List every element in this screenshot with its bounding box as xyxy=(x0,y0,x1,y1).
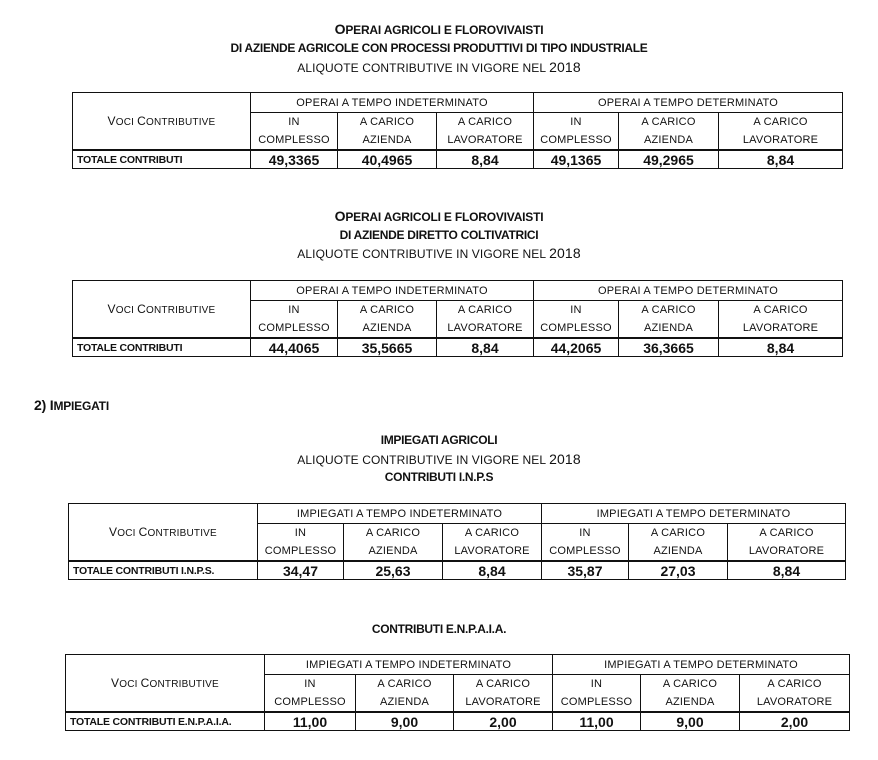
column-header: A CARICO xyxy=(641,675,740,694)
value-cell: 49,1365 xyxy=(534,150,619,169)
table-inps xyxy=(68,503,846,580)
impiegati-title: IMPIEGATI AGRICOLI xyxy=(380,433,498,447)
table-b-title: OPERAI AGRICOLI E FLOROVIVAISTI xyxy=(334,208,544,224)
row-label: TOTALE CONTRIBUTI E.N.P.A.I.A. xyxy=(66,712,265,731)
column-header: COMPLESSO xyxy=(265,693,356,712)
value-cell: 8,84 xyxy=(728,561,846,580)
column-header: LAVORATORE xyxy=(740,693,850,712)
value-cell: 11,00 xyxy=(553,712,641,731)
group-header-determinato: IMPIEGATI A TEMPO DETERMINATO xyxy=(542,504,846,524)
table-a-title: OPERAI AGRICOLI E FLOROVIVAISTI xyxy=(334,21,544,37)
column-header: LAVORATORE xyxy=(728,542,846,561)
column-header: LAVORATORE xyxy=(443,542,542,561)
group-header-indeterminato: IMPIEGATI A TEMPO INDETERMINATO xyxy=(265,655,553,675)
column-header: COMPLESSO xyxy=(251,131,338,150)
value-cell: 40,4965 xyxy=(338,150,437,169)
column-header: A CARICO xyxy=(437,301,534,320)
column-header: IN xyxy=(542,524,629,543)
inps-title: CONTRIBUTI I.N.P.S xyxy=(384,470,494,484)
column-header: A CARICO xyxy=(740,675,850,694)
column-header: COMPLESSO xyxy=(258,542,344,561)
enpaia-title: CONTRIBUTI E.N.P.A.I.A. xyxy=(371,622,507,636)
group-header-indeterminato: IMPIEGATI A TEMPO INDETERMINATO xyxy=(258,504,542,524)
column-header: COMPLESSO xyxy=(534,319,619,338)
value-cell: 35,5665 xyxy=(338,338,437,357)
column-header: AZIENDA xyxy=(641,693,740,712)
voci-contributive-header: VOCI CONTRIBUTIVE xyxy=(73,93,251,151)
table-enpaia xyxy=(65,654,850,731)
column-header: A CARICO xyxy=(356,675,454,694)
column-header: COMPLESSO xyxy=(553,693,641,712)
column-header: A CARICO xyxy=(454,675,553,694)
column-header: LAVORATORE xyxy=(437,319,534,338)
value-cell: 25,63 xyxy=(344,561,443,580)
column-header: A CARICO xyxy=(344,524,443,543)
column-header: LAVORATORE xyxy=(454,693,553,712)
column-header: COMPLESSO xyxy=(542,542,629,561)
column-header: IN xyxy=(265,675,356,694)
value-cell: 35,87 xyxy=(542,561,629,580)
impiegati-rates-text: ALIQUOTE CONTRIBUTIVE IN VIGORE NEL 2018 xyxy=(297,451,581,467)
table-row xyxy=(73,150,843,169)
voci-contributive-header: VOCI CONTRIBUTIVE xyxy=(69,504,258,562)
voci-contributive-header: VOCI CONTRIBUTIVE xyxy=(66,655,265,713)
column-header: IN xyxy=(534,113,619,132)
table-row xyxy=(69,561,846,580)
group-header-indeterminato: OPERAI A TEMPO INDETERMINATO xyxy=(251,281,534,301)
column-header: A CARICO xyxy=(629,524,728,543)
column-header: IN xyxy=(251,301,338,320)
table-b xyxy=(72,280,843,357)
column-header: A CARICO xyxy=(443,524,542,543)
column-header: A CARICO xyxy=(719,113,843,132)
value-cell: 36,3665 xyxy=(619,338,719,357)
column-header: AZIENDA xyxy=(619,319,719,338)
column-header: IN xyxy=(258,524,344,543)
section-heading-impiegati: 2) IMPIEGATI xyxy=(34,397,109,413)
column-header: A CARICO xyxy=(437,113,534,132)
column-header: AZIENDA xyxy=(629,542,728,561)
value-cell: 49,3365 xyxy=(251,150,338,169)
column-header: COMPLESSO xyxy=(251,319,338,338)
value-cell: 44,4065 xyxy=(251,338,338,357)
column-header: IN xyxy=(553,675,641,694)
value-cell: 27,03 xyxy=(629,561,728,580)
value-cell: 8,84 xyxy=(443,561,542,580)
group-header-determinato: IMPIEGATI A TEMPO DETERMINATO xyxy=(553,655,850,675)
column-header: LAVORATORE xyxy=(437,131,534,150)
value-cell: 11,00 xyxy=(265,712,356,731)
table-row xyxy=(66,712,850,731)
table-a-rates-text: ALIQUOTE CONTRIBUTIVE IN VIGORE NEL 2018 xyxy=(297,59,581,75)
row-label: TOTALE CONTRIBUTI xyxy=(73,338,251,357)
voci-contributive-header: VOCI CONTRIBUTIVE xyxy=(73,281,251,339)
column-header: A CARICO xyxy=(719,301,843,320)
column-header: COMPLESSO xyxy=(534,131,619,150)
column-header: AZIENDA xyxy=(619,131,719,150)
column-header: AZIENDA xyxy=(344,542,443,561)
table-row xyxy=(73,338,843,357)
value-cell: 8,84 xyxy=(437,150,534,169)
value-cell: 8,84 xyxy=(719,150,843,169)
value-cell: 9,00 xyxy=(356,712,454,731)
table-a-subtitle: DI AZIENDE AGRICOLE CON PROCESSI PRODUTTIVI DI TIPO INDUSTRIALE xyxy=(230,41,648,55)
column-header: A CARICO xyxy=(728,524,846,543)
column-header: A CARICO xyxy=(619,113,719,132)
group-header-determinato: OPERAI A TEMPO DETERMINATO xyxy=(534,281,843,301)
group-header-indeterminato: OPERAI A TEMPO INDETERMINATO xyxy=(251,93,534,113)
value-cell: 8,84 xyxy=(719,338,843,357)
value-cell: 8,84 xyxy=(437,338,534,357)
value-cell: 2,00 xyxy=(740,712,850,731)
row-label: TOTALE CONTRIBUTI I.N.P.S. xyxy=(69,561,258,580)
table-b-rates-text: ALIQUOTE CONTRIBUTIVE IN VIGORE NEL 2018 xyxy=(297,245,581,261)
table-b-subtitle: DI AZIENDE DIRETTO COLTIVATRICI xyxy=(339,228,539,242)
column-header: A CARICO xyxy=(619,301,719,320)
value-cell: 2,00 xyxy=(454,712,553,731)
column-header: AZIENDA xyxy=(338,319,437,338)
column-header: A CARICO xyxy=(338,301,437,320)
value-cell: 44,2065 xyxy=(534,338,619,357)
column-header: AZIENDA xyxy=(356,693,454,712)
column-header: IN xyxy=(534,301,619,320)
column-header: AZIENDA xyxy=(338,131,437,150)
value-cell: 49,2965 xyxy=(619,150,719,169)
value-cell: 9,00 xyxy=(641,712,740,731)
row-label: TOTALE CONTRIBUTI xyxy=(73,150,251,169)
column-header: LAVORATORE xyxy=(719,131,843,150)
value-cell: 34,47 xyxy=(258,561,344,580)
group-header-determinato: OPERAI A TEMPO DETERMINATO xyxy=(534,93,843,113)
column-header: IN xyxy=(251,113,338,132)
column-header: LAVORATORE xyxy=(719,319,843,338)
column-header: A CARICO xyxy=(338,113,437,132)
table-a xyxy=(72,92,843,169)
